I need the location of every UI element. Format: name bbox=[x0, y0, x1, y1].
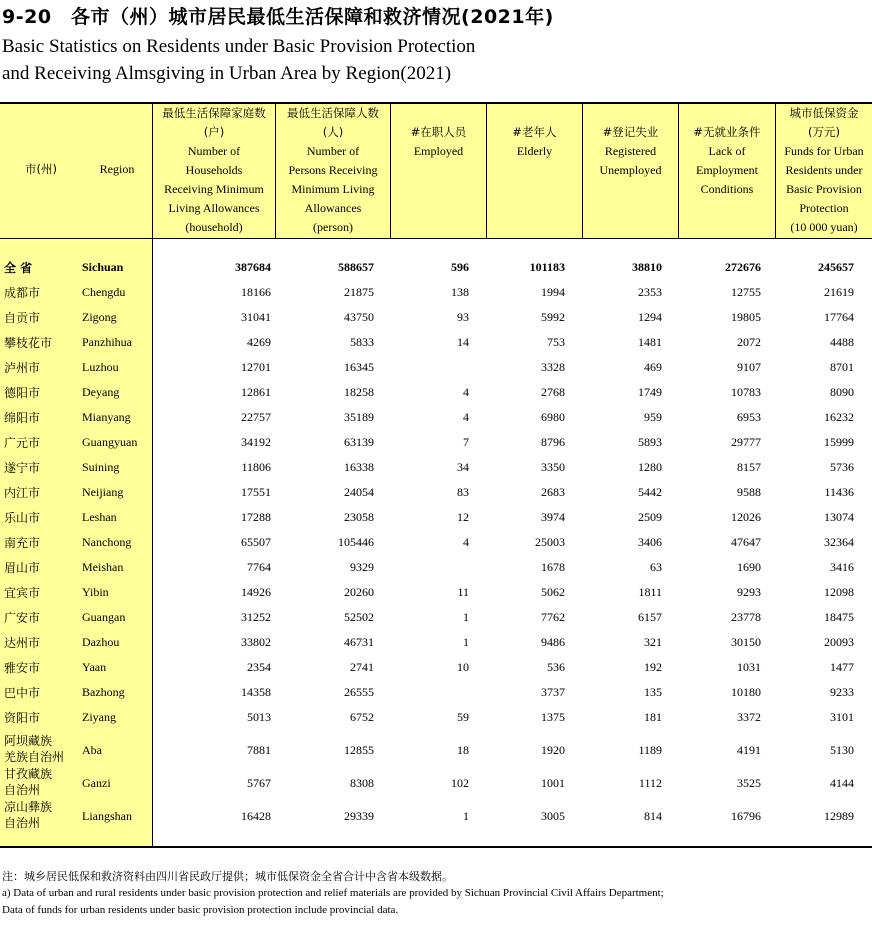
region-name-en: Suining bbox=[82, 460, 120, 474]
cell-elderly: 101183 bbox=[529, 260, 565, 274]
header-lack-employment: #无就业条件 Lack of Employment Conditions bbox=[693, 125, 761, 196]
region-name-cn: 雅安市 bbox=[4, 661, 41, 675]
cell-unemployed: 192 bbox=[644, 660, 662, 674]
cell-elderly: 5062 bbox=[541, 585, 565, 599]
table-title-en-line1: Basic Statistics on Residents under Basic Provision Protection bbox=[2, 36, 476, 57]
cell-persons: 20260 bbox=[344, 585, 374, 599]
cell-employed: 10 bbox=[457, 660, 469, 674]
header-funds: 城市低保资金 (万元) Funds for Urban Residents under Basic Provision Protection (10 000 yuan) bbox=[784, 106, 864, 234]
region-name-en: Panzhihua bbox=[82, 335, 132, 349]
cell-unemployed: 3406 bbox=[638, 535, 662, 549]
cell-households: 4269 bbox=[247, 335, 271, 349]
cell-unemployed: 1749 bbox=[638, 385, 662, 399]
table-row bbox=[0, 460, 872, 485]
cell-unemployed: 6157 bbox=[638, 610, 662, 624]
cell-unemployed: 135 bbox=[644, 685, 662, 699]
cell-persons: 6752 bbox=[350, 710, 374, 724]
table-row bbox=[0, 660, 872, 685]
cell-employed: 34 bbox=[457, 460, 469, 474]
cell-unemployed: 2509 bbox=[638, 510, 662, 524]
cell-households: 12701 bbox=[241, 360, 271, 374]
region-name-cn: 资阳市 bbox=[4, 711, 41, 725]
cell-unemployed: 181 bbox=[644, 710, 662, 724]
cell-employed: 4 bbox=[463, 535, 469, 549]
cell-lack: 272676 bbox=[725, 260, 761, 274]
table-row bbox=[0, 410, 872, 435]
cell-unemployed: 63 bbox=[650, 560, 662, 574]
table-row bbox=[0, 360, 872, 385]
cell-lack: 3372 bbox=[737, 710, 761, 724]
header-elderly: #老年人 Elderly bbox=[512, 125, 557, 158]
cell-households: 14358 bbox=[241, 685, 271, 699]
table-title-en-line2: and Receiving Almsgiving in Urban Area by Region(2021) bbox=[2, 63, 452, 84]
region-name-cn: 乐山市 bbox=[4, 511, 41, 525]
cell-employed: 59 bbox=[457, 710, 469, 724]
cell-lack: 10783 bbox=[731, 385, 761, 399]
cell-unemployed: 5442 bbox=[638, 485, 662, 499]
cell-funds: 16232 bbox=[824, 410, 854, 424]
cell-households: 14926 bbox=[241, 585, 271, 599]
cell-funds: 18475 bbox=[824, 610, 854, 624]
cell-persons: 35189 bbox=[344, 410, 374, 424]
cell-households: 16428 bbox=[241, 809, 271, 823]
cell-funds: 5130 bbox=[830, 743, 854, 757]
table-row bbox=[0, 710, 872, 735]
region-name-en: Aba bbox=[82, 743, 102, 757]
cell-employed: 14 bbox=[457, 335, 469, 349]
table-row bbox=[0, 560, 872, 585]
cell-lack: 12026 bbox=[731, 510, 761, 524]
region-name-en: Ziyang bbox=[82, 710, 116, 724]
cell-funds: 8701 bbox=[830, 360, 854, 374]
cell-persons: 105446 bbox=[338, 535, 374, 549]
cell-households: 2354 bbox=[247, 660, 271, 674]
cell-employed: 12 bbox=[457, 510, 469, 524]
table-row bbox=[0, 635, 872, 660]
cell-elderly: 2768 bbox=[541, 385, 565, 399]
cell-persons: 18258 bbox=[344, 385, 374, 399]
cell-employed: 138 bbox=[451, 285, 469, 299]
note-en-line2: Data of funds for urban residents under basic provision protection include provincial data. bbox=[2, 904, 399, 916]
cell-employed: 102 bbox=[451, 776, 469, 790]
cell-lack: 6953 bbox=[737, 410, 761, 424]
header-city-cn: 市(州) bbox=[25, 162, 57, 176]
cell-lack: 16796 bbox=[731, 809, 761, 823]
region-name-en: Dazhou bbox=[82, 635, 120, 649]
cell-persons: 588657 bbox=[338, 260, 374, 274]
cell-unemployed: 2353 bbox=[638, 285, 662, 299]
cell-employed: 4 bbox=[463, 410, 469, 424]
cell-households: 17551 bbox=[241, 485, 271, 499]
table-row bbox=[0, 385, 872, 410]
region-name-cn: 自贡市 bbox=[4, 311, 41, 325]
cell-unemployed: 1189 bbox=[638, 743, 662, 757]
cell-lack: 3525 bbox=[737, 776, 761, 790]
cell-funds: 12098 bbox=[824, 585, 854, 599]
cell-households: 5013 bbox=[247, 710, 271, 724]
cell-elderly: 3974 bbox=[541, 510, 565, 524]
cell-lack: 29777 bbox=[731, 435, 761, 449]
region-name-en: Guangyuan bbox=[82, 435, 138, 449]
cell-unemployed: 321 bbox=[644, 635, 662, 649]
region-name-cn: 眉山市 bbox=[4, 561, 41, 575]
cell-persons: 21875 bbox=[344, 285, 374, 299]
cell-unemployed: 814 bbox=[644, 809, 662, 823]
region-name-en: Bazhong bbox=[82, 685, 125, 699]
cell-households: 34192 bbox=[241, 435, 271, 449]
bottom-rule bbox=[0, 846, 872, 848]
cell-elderly: 3328 bbox=[541, 360, 565, 374]
region-name-cn: 巴中市 bbox=[4, 686, 41, 700]
cell-elderly: 1375 bbox=[541, 710, 565, 724]
cell-funds: 21619 bbox=[824, 285, 854, 299]
cell-lack: 9107 bbox=[737, 360, 761, 374]
table-row bbox=[0, 485, 872, 510]
region-name-en: Yaan bbox=[82, 660, 107, 674]
cell-elderly: 1001 bbox=[541, 776, 565, 790]
cell-employed: 1 bbox=[463, 610, 469, 624]
cell-elderly: 6980 bbox=[541, 410, 565, 424]
cell-funds: 245657 bbox=[818, 260, 854, 274]
cell-households: 31252 bbox=[241, 610, 271, 624]
cell-funds: 9233 bbox=[830, 685, 854, 699]
region-name-cn: 凉山彝族 自治州 bbox=[4, 800, 53, 830]
cell-households: 65507 bbox=[241, 535, 271, 549]
table-row bbox=[0, 685, 872, 710]
cell-lack: 12755 bbox=[731, 285, 761, 299]
cell-employed: 93 bbox=[457, 310, 469, 324]
cell-unemployed: 959 bbox=[644, 410, 662, 424]
cell-households: 12861 bbox=[241, 385, 271, 399]
table-row bbox=[0, 310, 872, 335]
header-rule bbox=[0, 238, 872, 239]
cell-lack: 10180 bbox=[731, 685, 761, 699]
cell-persons: 5833 bbox=[350, 335, 374, 349]
region-name-en: Yibin bbox=[82, 585, 109, 599]
cell-funds: 3101 bbox=[830, 710, 854, 724]
cell-unemployed: 1294 bbox=[638, 310, 662, 324]
cell-unemployed: 1481 bbox=[638, 335, 662, 349]
cell-households: 17288 bbox=[241, 510, 271, 524]
cell-unemployed: 1811 bbox=[638, 585, 662, 599]
cell-funds: 17764 bbox=[824, 310, 854, 324]
cell-elderly: 1994 bbox=[541, 285, 565, 299]
cell-persons: 2741 bbox=[350, 660, 374, 674]
cell-lack: 47647 bbox=[731, 535, 761, 549]
cell-funds: 5736 bbox=[830, 460, 854, 474]
cell-persons: 12855 bbox=[344, 743, 374, 757]
table-row bbox=[0, 335, 872, 360]
cell-lack: 19805 bbox=[731, 310, 761, 324]
cell-persons: 26555 bbox=[344, 685, 374, 699]
region-name-en: Nanchong bbox=[82, 535, 132, 549]
cell-households: 22757 bbox=[241, 410, 271, 424]
cell-funds: 32364 bbox=[824, 535, 854, 549]
cell-funds: 11436 bbox=[824, 485, 854, 499]
region-name-cn: 广元市 bbox=[4, 436, 41, 450]
table-row-total bbox=[0, 260, 872, 285]
cell-persons: 16338 bbox=[344, 460, 374, 474]
region-name-cn: 阿坝藏族 羌族自治州 bbox=[4, 734, 65, 764]
note-en-line1: a) Data of urban and rural residents under basic provision protection and relief materials are provided by Sichuan Provincial Civil Affairs Department; bbox=[2, 887, 664, 899]
cell-funds: 13074 bbox=[824, 510, 854, 524]
cell-elderly: 753 bbox=[547, 335, 565, 349]
table-row bbox=[0, 801, 872, 834]
header-employed: #在职人员 Employed bbox=[410, 125, 467, 158]
cell-persons: 9329 bbox=[350, 560, 374, 574]
region-name-en: Guangan bbox=[82, 610, 126, 624]
cell-elderly: 5992 bbox=[541, 310, 565, 324]
cell-elderly: 3005 bbox=[541, 809, 565, 823]
region-name-en: Leshan bbox=[82, 510, 117, 524]
region-name-cn: 泸州市 bbox=[4, 361, 41, 375]
cell-lack: 9588 bbox=[737, 485, 761, 499]
cell-unemployed: 38810 bbox=[632, 260, 662, 274]
cell-unemployed: 1280 bbox=[638, 460, 662, 474]
table-row bbox=[0, 768, 872, 801]
cell-persons: 52502 bbox=[344, 610, 374, 624]
cell-funds: 3416 bbox=[830, 560, 854, 574]
cell-lack: 2072 bbox=[737, 335, 761, 349]
cell-lack: 1690 bbox=[737, 560, 761, 574]
table-row bbox=[0, 435, 872, 460]
cell-elderly: 536 bbox=[547, 660, 565, 674]
region-name-cn: 内江市 bbox=[4, 486, 41, 500]
region-name-en: Deyang bbox=[82, 385, 120, 399]
cell-persons: 24054 bbox=[344, 485, 374, 499]
cell-funds: 15999 bbox=[824, 435, 854, 449]
cell-unemployed: 1112 bbox=[638, 776, 662, 790]
cell-employed: 11 bbox=[457, 585, 469, 599]
cell-funds: 8090 bbox=[830, 385, 854, 399]
region-name-cn: 德阳市 bbox=[4, 386, 41, 400]
cell-persons: 46731 bbox=[344, 635, 374, 649]
region-name-cn: 成都市 bbox=[4, 286, 41, 300]
header-persons: 最低生活保障人数 (人) Number of Persons Receiving Minimum Living Allowances (person) bbox=[287, 106, 379, 234]
region-name-en: Meishan bbox=[82, 560, 124, 574]
cell-funds: 1477 bbox=[830, 660, 854, 674]
cell-households: 5767 bbox=[247, 776, 271, 790]
region-name-en: Chengdu bbox=[82, 285, 126, 299]
cell-elderly: 25003 bbox=[535, 535, 565, 549]
header-region-en: Region bbox=[99, 162, 135, 176]
cell-employed: 18 bbox=[457, 743, 469, 757]
cell-persons: 8308 bbox=[350, 776, 374, 790]
cell-funds: 20093 bbox=[824, 635, 854, 649]
cell-elderly: 2683 bbox=[541, 485, 565, 499]
region-name-en: Neijiang bbox=[82, 485, 124, 499]
region-name-en: Mianyang bbox=[82, 410, 131, 424]
cell-employed: 83 bbox=[457, 485, 469, 499]
cell-lack: 30150 bbox=[731, 635, 761, 649]
table-row bbox=[0, 610, 872, 635]
region-name-cn: 广安市 bbox=[4, 611, 41, 625]
region-name-cn: 甘孜藏族 自治州 bbox=[4, 767, 53, 797]
table-title-cn: 9-20 各市（州）城市居民最低生活保障和救济情况(2021年) bbox=[2, 6, 554, 28]
region-name-en: Sichuan bbox=[82, 260, 124, 274]
cell-households: 31041 bbox=[241, 310, 271, 324]
region-name-en: Ganzi bbox=[82, 776, 111, 790]
table-row bbox=[0, 510, 872, 535]
table-row bbox=[0, 735, 872, 768]
cell-employed: 596 bbox=[451, 260, 469, 274]
cell-employed: 1 bbox=[463, 809, 469, 823]
table-row bbox=[0, 535, 872, 560]
cell-persons: 29339 bbox=[344, 809, 374, 823]
note-cn: 注：城乡居民低保和救济资料由四川省民政厅提供；城市低保资金全省合计中含省本级数据。 bbox=[2, 870, 453, 883]
cell-funds: 12989 bbox=[824, 809, 854, 823]
cell-elderly: 1678 bbox=[541, 560, 565, 574]
cell-persons: 23058 bbox=[344, 510, 374, 524]
cell-households: 7764 bbox=[247, 560, 271, 574]
cell-persons: 16345 bbox=[344, 360, 374, 374]
cell-elderly: 9486 bbox=[541, 635, 565, 649]
cell-elderly: 3737 bbox=[541, 685, 565, 699]
cell-unemployed: 5893 bbox=[638, 435, 662, 449]
region-name-cn: 绵阳市 bbox=[4, 411, 41, 425]
cell-elderly: 8796 bbox=[541, 435, 565, 449]
region-name-en: Zigong bbox=[82, 310, 117, 324]
table-row bbox=[0, 285, 872, 310]
cell-funds: 4488 bbox=[830, 335, 854, 349]
cell-lack: 4191 bbox=[737, 743, 761, 757]
region-name-cn: 全 省 bbox=[4, 261, 33, 275]
cell-lack: 8157 bbox=[737, 460, 761, 474]
cell-funds: 4144 bbox=[830, 776, 854, 790]
region-name-cn: 遂宁市 bbox=[4, 461, 41, 475]
region-name-en: Liangshan bbox=[82, 809, 132, 823]
region-name-en: Luzhou bbox=[82, 360, 119, 374]
cell-lack: 23778 bbox=[731, 610, 761, 624]
cell-households: 387684 bbox=[235, 260, 271, 274]
cell-households: 33802 bbox=[241, 635, 271, 649]
cell-persons: 43750 bbox=[344, 310, 374, 324]
table-row bbox=[0, 585, 872, 610]
header-registered-unemployed: #登记失业 Registered Unemployed bbox=[599, 125, 662, 177]
region-name-cn: 攀枝花市 bbox=[4, 336, 53, 350]
cell-households: 11806 bbox=[241, 460, 271, 474]
region-name-cn: 宜宾市 bbox=[4, 586, 41, 600]
cell-unemployed: 469 bbox=[644, 360, 662, 374]
cell-households: 7881 bbox=[247, 743, 271, 757]
cell-lack: 1031 bbox=[737, 660, 761, 674]
cell-employed: 7 bbox=[463, 435, 469, 449]
cell-elderly: 7762 bbox=[541, 610, 565, 624]
cell-employed: 1 bbox=[463, 635, 469, 649]
cell-persons: 63139 bbox=[344, 435, 374, 449]
cell-elderly: 3350 bbox=[541, 460, 565, 474]
cell-elderly: 1920 bbox=[541, 743, 565, 757]
cell-employed: 4 bbox=[463, 385, 469, 399]
header-households: 最低生活保障家庭数 (户) Number of Households Receiving Minimum Living Allowances (household) bbox=[162, 106, 266, 234]
region-name-cn: 南充市 bbox=[4, 536, 41, 550]
cell-lack: 9293 bbox=[737, 585, 761, 599]
cell-households: 18166 bbox=[241, 285, 271, 299]
region-name-cn: 达州市 bbox=[4, 636, 41, 650]
